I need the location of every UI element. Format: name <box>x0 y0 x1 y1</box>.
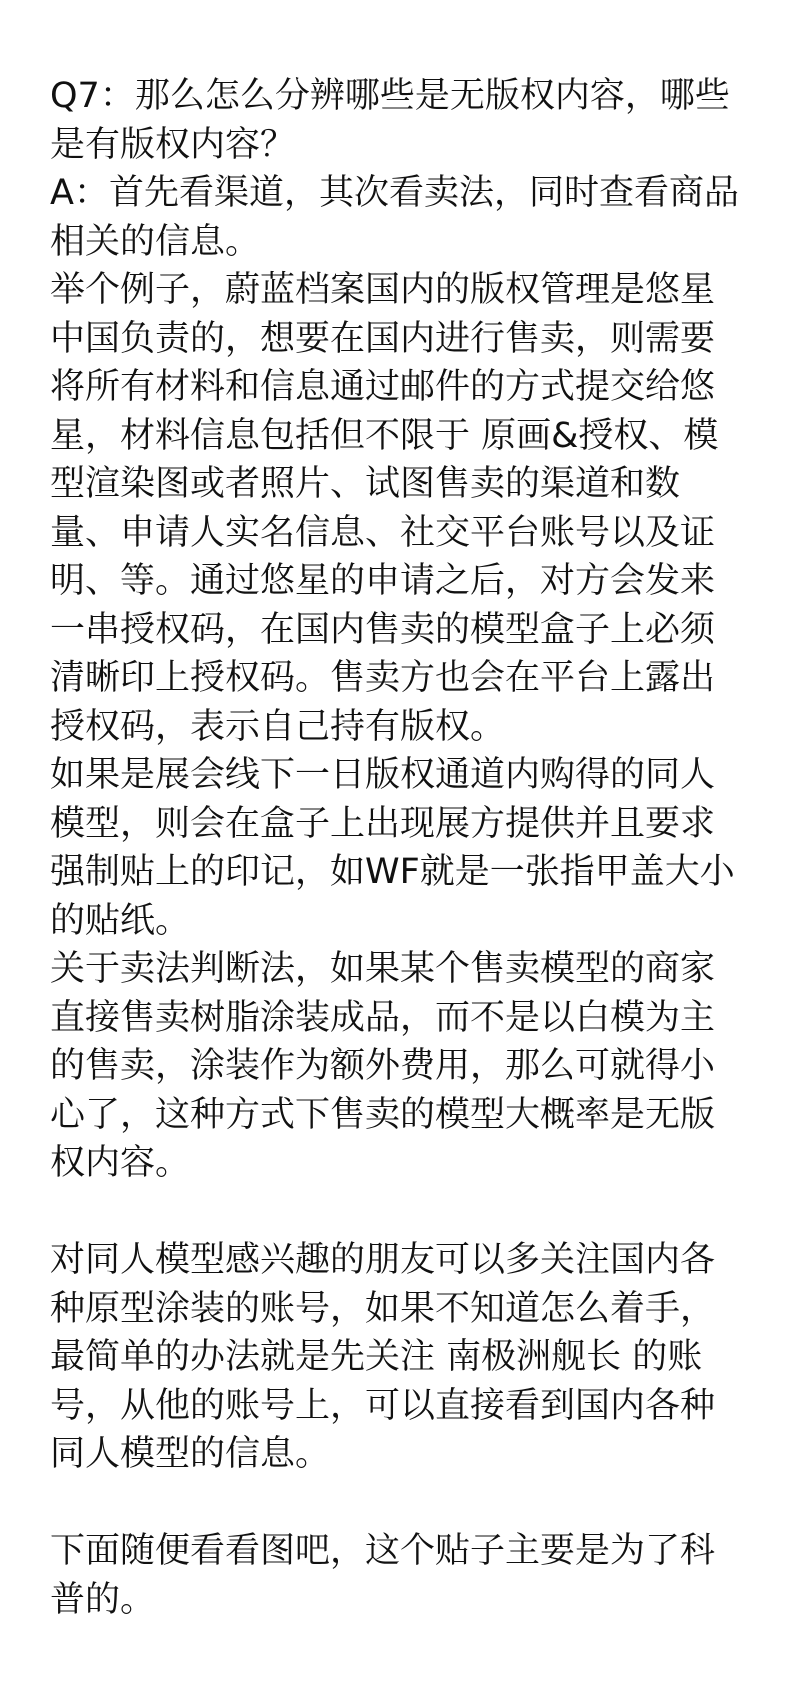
paragraph-spacer <box>50 1479 746 1528</box>
selling-method-paragraph: 关于卖法判断法，如果某个售卖模型的商家直接售卖树脂涂装成品，而不是以白模为主的售卖，涂装作为额外费用，那么可就得小心了，这种方式下售卖的模型大概率是无版权内容。 <box>50 949 716 1183</box>
question-q7: Q7：那么怎么分辨哪些是无版权内容，哪些是有版权内容？ <box>50 76 730 165</box>
exhibition-paragraph: 如果是展会线下一日版权通道内购得的同人模型，则会在盒子上出现展方提供并且要求强制贴上的印记，如WF就是一张指甲盖大小的贴纸。 <box>50 755 735 941</box>
recommendation-paragraph: 对同人模型感兴趣的朋友可以多关注国内各种原型涂装的账号，如果不知道怎么着手，最简单的办法就是先关注 南极洲舰长 的账号，从他的账号上，可以直接看到国内各种同人模型的信息。 <box>50 1240 716 1474</box>
article-body <box>50 72 746 1624</box>
example-paragraph: 举个例子，蔚蓝档案国内的版权管理是悠星中国负责的，想要在国内进行售卖，则需要将所有材料和信息通过邮件的方式提交给悠星，材料信息包括但不限于 原画&授权、模型渲染图或者照片、试图售卖的渠道和数量、申请人实名信息、社交平台账号以及证明、等。通过悠星的申请之后，对方会发来一串授权码，在国内售卖的模型盒子上必须清晰印上授权码。售卖方也会在平台上露出授权码，表示自己持有版权。 <box>50 270 719 747</box>
answer-intro: A：首先看渠道，其次看卖法，同时查看商品相关的信息。 <box>50 173 739 262</box>
closing-paragraph: 下面随便看看图吧，这个贴子主要是为了科普的。 <box>50 1531 716 1620</box>
paragraph-spacer <box>50 1188 746 1237</box>
